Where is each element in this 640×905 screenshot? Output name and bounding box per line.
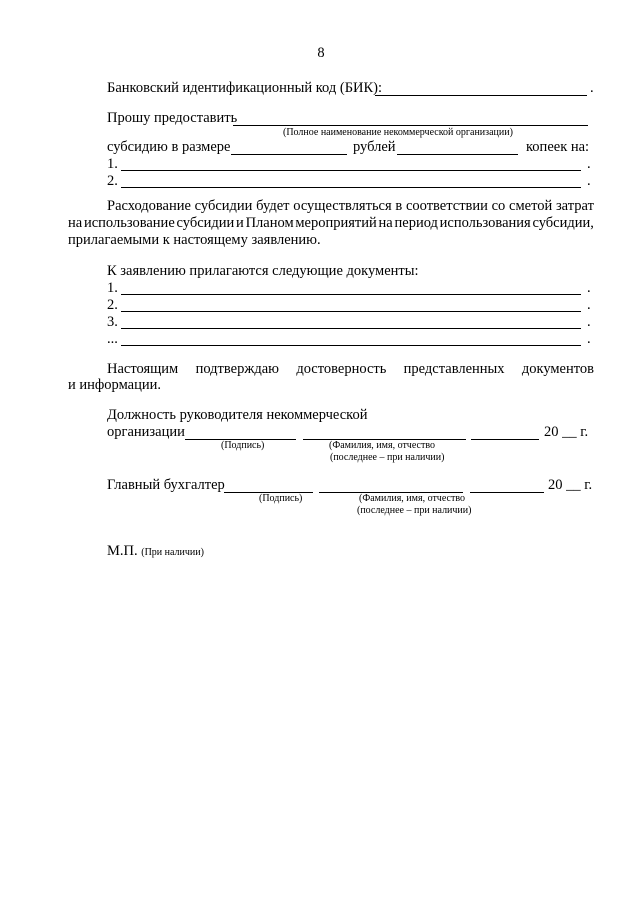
bik-field[interactable] — [375, 95, 587, 96]
word: в — [395, 198, 403, 214]
word: документов — [521, 361, 594, 377]
word: мероприятий — [295, 215, 377, 231]
subsidy-label: субсидию в размере — [107, 139, 231, 155]
word: на — [378, 215, 393, 231]
purpose-item-1-field[interactable] — [121, 170, 581, 171]
spending-line-3: прилагаемыми к настоящему заявлению. — [68, 232, 321, 248]
spending-line-2 — [68, 214, 594, 232]
attachment-item-2-end: . — [587, 297, 591, 313]
attachment-item-1-end: . — [587, 280, 591, 296]
purpose-item-1-num: 1. — [107, 156, 118, 172]
kopecks-label: копеек на: — [526, 139, 590, 155]
head-name-hint-1: (Фамилия, имя, отчество — [329, 440, 435, 451]
attachment-item-3-field[interactable] — [121, 328, 581, 329]
word: субсидии, — [532, 215, 594, 231]
word: Планом — [245, 215, 294, 231]
accountant-name-hint-1: (Фамилия, имя, отчество — [359, 493, 465, 504]
confirm-line-2: и информации. — [68, 377, 161, 393]
accountant-date-field[interactable] — [470, 492, 544, 493]
word: осуществляться — [293, 198, 392, 214]
accountant-name-hint-2: (последнее – при наличии) — [357, 505, 472, 516]
stamp-label — [107, 542, 204, 560]
attachment-item-2-num: 2. — [107, 297, 118, 313]
subsidy-rubles-field[interactable] — [231, 154, 347, 155]
accountant-signature-hint: (Подпись) — [259, 493, 303, 504]
purpose-item-2-field[interactable] — [121, 187, 581, 188]
attachment-item-3-num: 3. — [107, 314, 118, 330]
purpose-item-2-end: . — [587, 173, 591, 189]
head-title-line-1: Должность руководителя некоммерческой — [107, 407, 368, 423]
word: затрат — [555, 198, 594, 214]
spending-line-1 — [107, 197, 594, 215]
attachments-label: К заявлению прилагаются следующие документы: — [107, 263, 419, 279]
head-year: 20 __ г. — [544, 424, 589, 440]
org-name-hint: (Полное наименование некоммерческой организации) — [283, 127, 513, 138]
stamp-hint: (При наличии) — [141, 547, 204, 558]
word: представленных — [403, 361, 505, 377]
purpose-item-2-num: 2. — [107, 173, 118, 189]
request-label: Прошу предоставить — [107, 110, 238, 126]
page-number: 8 — [317, 45, 325, 61]
head-date-field[interactable] — [471, 439, 539, 440]
bik-label: Банковский идентификационный код (БИК): — [107, 80, 383, 96]
word: субсидии — [194, 198, 253, 214]
head-title-line-2: организации — [107, 424, 185, 440]
accountant-title: Главный бухгалтер — [107, 477, 225, 493]
word: на — [68, 215, 83, 231]
word: использование — [83, 215, 175, 231]
attachment-item-3-end: . — [587, 314, 591, 330]
head-name-hint-2: (последнее – при наличии) — [330, 452, 445, 463]
org-name-field[interactable] — [233, 125, 588, 126]
word: сметой — [509, 198, 553, 214]
word: достоверность — [296, 361, 387, 377]
attachment-item-1-field[interactable] — [121, 294, 581, 295]
word: и — [236, 215, 244, 231]
confirm-line-1 — [107, 360, 594, 378]
word: использования — [439, 215, 531, 231]
word: соответствии — [405, 198, 488, 214]
stamp-mark: М.П. — [107, 543, 138, 559]
word: со — [491, 198, 506, 214]
word: будет — [256, 198, 290, 214]
word: период — [394, 215, 438, 231]
word: Расходование — [107, 198, 191, 214]
attachment-item-more-field[interactable] — [121, 345, 581, 346]
bik-end: . — [590, 80, 594, 96]
attachment-item-2-field[interactable] — [121, 311, 581, 312]
word: субсидии — [176, 215, 235, 231]
head-signature-hint: (Подпись) — [221, 440, 265, 451]
attachment-item-more-end: . — [587, 331, 591, 347]
rubles-label: рублей — [353, 139, 396, 155]
purpose-item-1-end: . — [587, 156, 591, 172]
attachment-item-1-num: 1. — [107, 280, 118, 296]
word: Настоящим — [107, 361, 179, 377]
accountant-year: 20 __ г. — [548, 477, 593, 493]
attachment-item-more-num: ... — [107, 331, 118, 347]
word: подтверждаю — [195, 361, 279, 377]
subsidy-kopecks-field[interactable] — [397, 154, 518, 155]
